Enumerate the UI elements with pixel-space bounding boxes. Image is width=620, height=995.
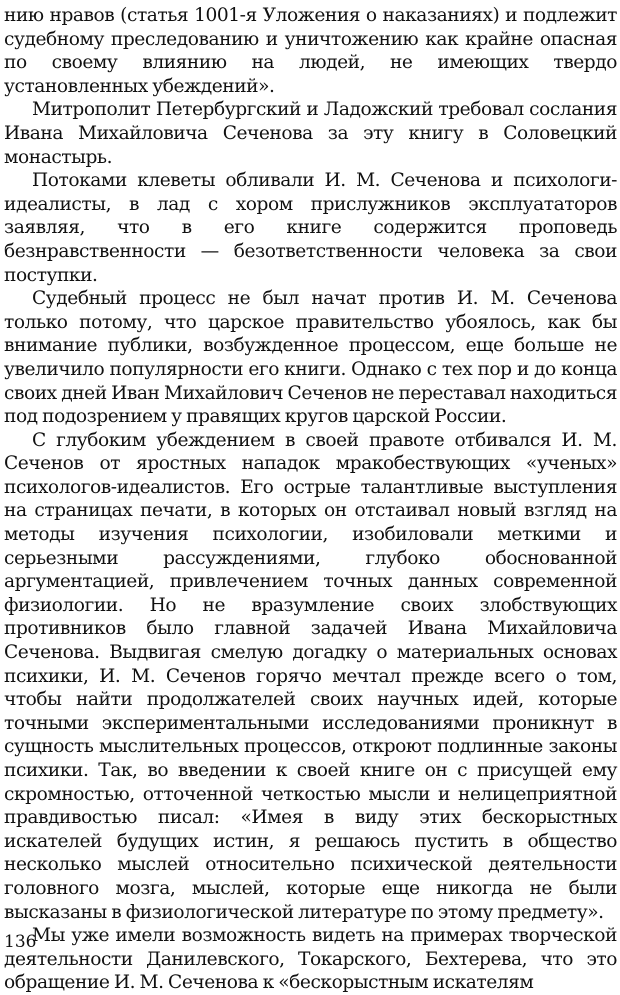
page-number: 136 <box>4 932 37 952</box>
paragraph: С глубоким убеждением в своей правоте отбивался И. М. Сеченов от яростных нападок мракобествующих «ученых» психологов-идеалистов. Его острые талантливые выступления на страницах печати, в которых он отстаивал новый взгляд на методы изучения психологии, изобиловали меткими и серьезными рассуждениями, глубоко обоснованной аргументацией, привлечением точных данных современной физиологии. Но не вразумление своих злобствующих противников было главной задачей Ивана Михайловича Сеченова. Выдвигая смелую догадку о материальных основах психики, И. М. Сеченов горячо мечтал прежде всего о том, чтобы найти продолжателей своих научных идей, которые точными экспериментальными исследованиями проникнут в сущность мыслительных процессов, откроют подлинные законы психики. Так, во введении к своей книге он с присущей ему скромностью, отточенной четкостью мысли и нелицеприятной правдивостью писал: «Имея в виду этих бескорыстных искателей будущих истин, я решаюсь пустить в общество несколько мыслей относительно психической деятельности головного мозга, мыслей, которые еще никогда не были высказаны в физиологической литературе по этому предмету». <box>4 429 617 923</box>
paragraph: Потоками клеветы обливали И. М. Сеченова и психологи-идеалисты, в лад с хором прислужников эксплуататоров заявляя, что в его книге содержится проповедь безнравственности — безответственности человека за свои поступки. <box>4 170 617 286</box>
body-text <box>4 4 617 995</box>
paragraph: Митрополит Петербургский и Ладожский требовал сослания Ивана Михайловича Сеченова за эту книгу в Соловецкий монастырь. <box>4 99 617 168</box>
paragraph-continued-on-next-page: Мы уже имели возможность видеть на примерах творческой деятельности Данилевского, Токарского, Бехтерева, что это обращение И. М. Сеченова к «бескорыстным искателям <box>4 925 617 994</box>
paragraph-continuation: нию нравов (статья 1001-я Уложения о наказаниях) и подлежит судебному преследованию и уничтожению как крайне опасная по своему влиянию на людей, не имеющих твердо установленных убеждений». <box>4 5 617 97</box>
paragraph: Судебный процесс не был начат против И. М. Сеченова только потому, что царское правительство убоялось, как бы внимание публики, возбужденное процессом, еще больше не увеличило популярности его книги. Однако с тех пор и до конца своих дней Иван Михайлович Сеченов не переставал находиться под подозрением у правящих кругов царской России. <box>4 288 617 428</box>
